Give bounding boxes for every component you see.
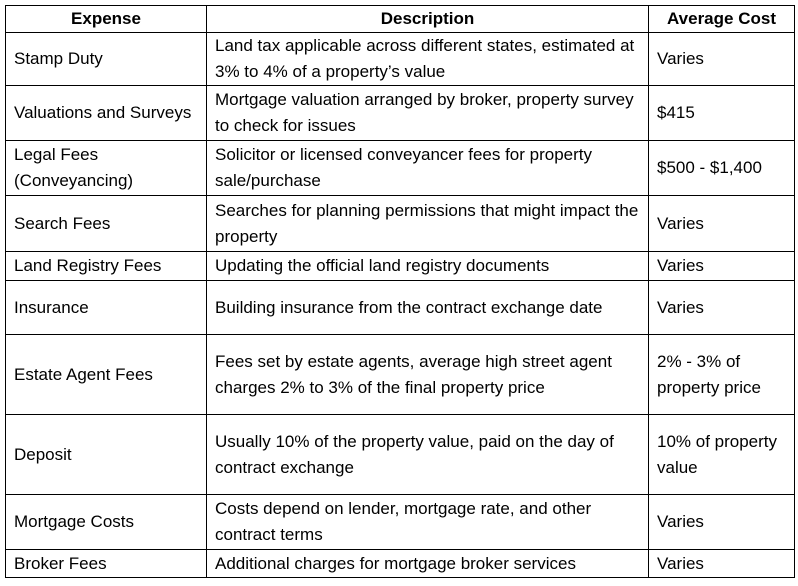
cell-expense: Land Registry Fees (6, 252, 207, 281)
cell-cost: Varies (649, 196, 795, 252)
cell-description: Searches for planning permissions that might impact the property (207, 196, 649, 252)
cell-cost: Varies (649, 550, 795, 578)
table-row (6, 415, 795, 495)
cell-description: Additional charges for mortgage broker services (207, 550, 649, 578)
header-description: Description (207, 6, 649, 33)
header-average-cost: Average Cost (649, 6, 795, 33)
table-row (6, 281, 795, 335)
table-row (6, 141, 795, 196)
cell-expense: Stamp Duty (6, 33, 207, 86)
cell-cost: Varies (649, 252, 795, 281)
cell-cost: 2% - 3% of property price (649, 335, 795, 415)
cell-description: Updating the official land registry documents (207, 252, 649, 281)
cell-expense: Estate Agent Fees (6, 335, 207, 415)
cell-cost: 10% of property value (649, 415, 795, 495)
table-row (6, 335, 795, 415)
cell-description: Building insurance from the contract exchange date (207, 281, 649, 335)
cell-description: Costs depend on lender, mortgage rate, and other contract terms (207, 495, 649, 550)
cell-cost: $415 (649, 86, 795, 141)
cell-cost: Varies (649, 495, 795, 550)
table-row (6, 33, 795, 86)
cell-expense: Valuations and Surveys (6, 86, 207, 141)
header-expense: Expense (6, 6, 207, 33)
cell-expense: Mortgage Costs (6, 495, 207, 550)
cell-expense: Deposit (6, 415, 207, 495)
cell-expense: Insurance (6, 281, 207, 335)
cell-expense: Legal Fees (Conveyancing) (6, 141, 207, 196)
cell-cost: $500 - $1,400 (649, 141, 795, 196)
table-row (6, 550, 795, 578)
cell-description: Fees set by estate agents, average high street agent charges 2% to 3% of the final property price (207, 335, 649, 415)
table-row (6, 196, 795, 252)
expenses-table (5, 5, 795, 578)
cell-expense: Search Fees (6, 196, 207, 252)
table-row (6, 86, 795, 141)
cell-cost: Varies (649, 33, 795, 86)
cell-description: Land tax applicable across different states, estimated at 3% to 4% of a property’s value (207, 33, 649, 86)
cell-description: Solicitor or licensed conveyancer fees for property sale/purchase (207, 141, 649, 196)
table-row (6, 495, 795, 550)
table-header-row (6, 6, 795, 33)
cell-description: Usually 10% of the property value, paid on the day of contract exchange (207, 415, 649, 495)
cell-cost: Varies (649, 281, 795, 335)
cell-description: Mortgage valuation arranged by broker, property survey to check for issues (207, 86, 649, 141)
table-row (6, 252, 795, 281)
cell-expense: Broker Fees (6, 550, 207, 578)
